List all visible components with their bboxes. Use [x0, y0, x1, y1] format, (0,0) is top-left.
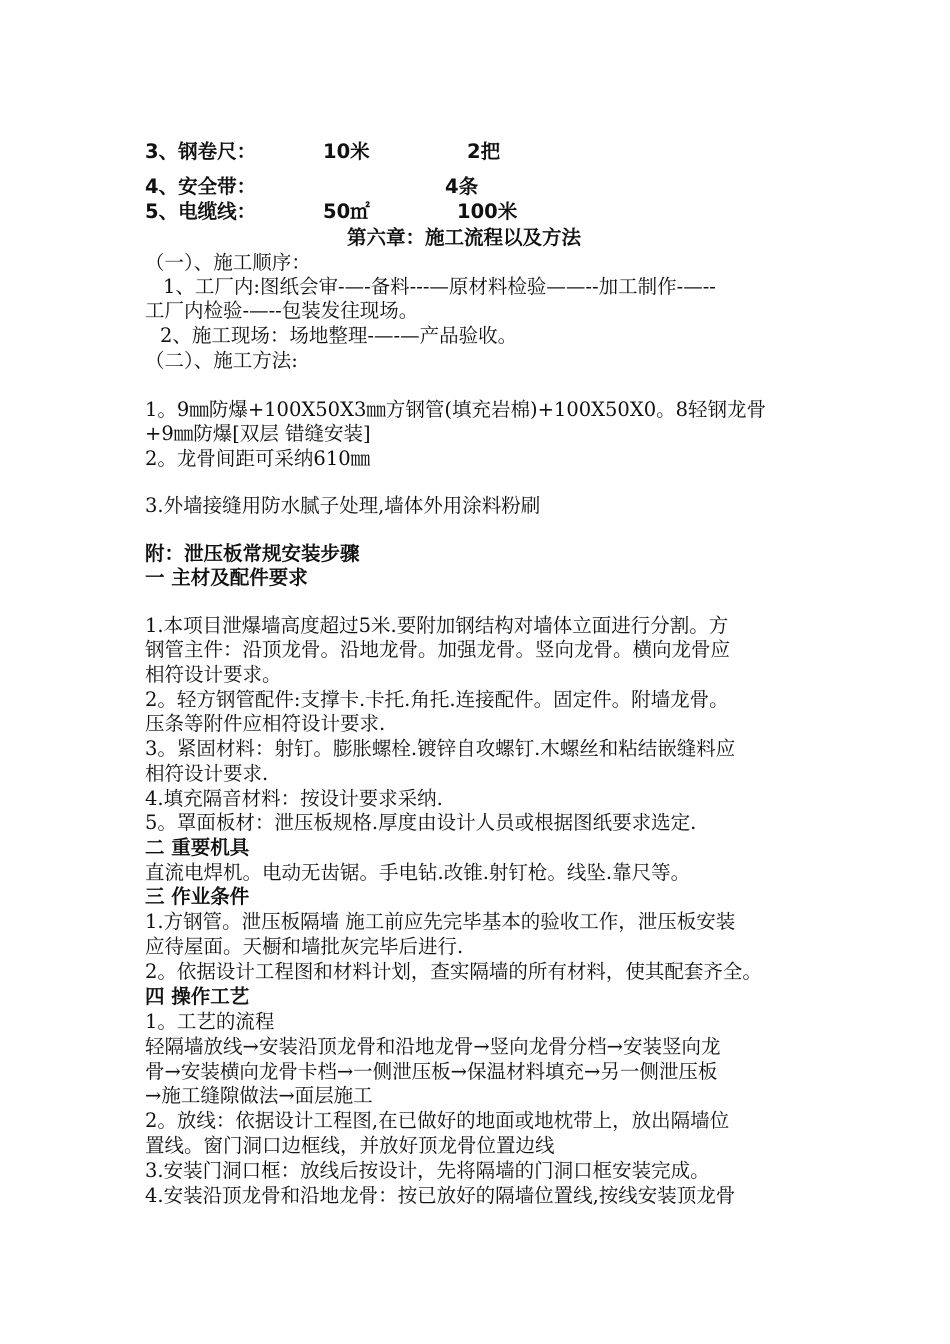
body-line: →施工缝隙做法→面层施工 [145, 1084, 373, 1107]
body-line: 2。放线：依据设计工程图,在已做好的地面或地枕带上，放出隔墙位 [145, 1109, 730, 1132]
body-line: 应待屋面。天橱和墙批灰完毕后进行. [145, 935, 464, 958]
section-heading: 二 重要机具 [145, 836, 250, 859]
body-line: 2。轻方钢管配件:支撑卡.卡托.角托.连接配件。固定件。附墙龙骨。 [145, 688, 729, 711]
equipment-spec: 10米 [323, 140, 370, 163]
body-line: 1.方钢管。泄压板隔墙 施工前应先完毕基本的验收工作，泄压板安装 [145, 910, 736, 933]
method-item: +9㎜防爆[双层 错缝安装] [145, 422, 371, 445]
body-line: 1。工艺的流程 [145, 1010, 275, 1033]
equipment-label: 3、钢卷尺： [145, 140, 257, 163]
body-line: 2。依据设计工程图和材料计划，查实隔墙的所有材料，使其配套齐全。 [145, 960, 762, 983]
body-line: 相符设计要求。 [145, 663, 282, 686]
method-item: 3.外墙接缝用防水腻子处理,墙体外用涂料粉刷 [145, 494, 541, 517]
body-line: 1.本项目泄爆墙高度超过5米.要附加钢结构对墙体立面进行分割。方 [145, 614, 729, 637]
equipment-row [145, 200, 518, 224]
chapter-title: 第六章：施工流程以及方法 [347, 226, 582, 249]
equipment-spec: 50㎡ [323, 200, 370, 223]
body-line: 4.填充隔音材料：按设计要求采纳. [145, 787, 443, 810]
equipment-row [145, 140, 501, 164]
equipment-qty: 100米 [457, 200, 518, 223]
method-item: 2。龙骨间距可采纳610㎜ [145, 447, 371, 470]
body-line: 直流电焊机。电动无齿锯。手电钻.改锥.射钉枪。线坠.靠尺等。 [145, 861, 691, 884]
body-line: 3。紧固材料：射钉。膨胀螺栓.镀锌自攻螺钉.木螺丝和粘结嵌缝料应 [145, 737, 736, 760]
site-flow-line: 2、施工现场：场地整理-—-—产品验收。 [160, 324, 518, 347]
body-line: 相符设计要求. [145, 762, 269, 785]
body-line: 钢管主件：沿顶龙骨。沿地龙骨。加强龙骨。竖向龙骨。横向龙骨应 [145, 638, 731, 661]
equipment-label: 4、安全带： [145, 175, 257, 198]
sequence-heading: （一）、施工顺序： [145, 251, 311, 274]
section-heading: 四 操作工艺 [145, 985, 250, 1008]
method-heading: （二）、施工方法: [145, 349, 298, 372]
factory-flow-line: 1、工厂内:图纸会审-—-备料---—原材料检验——--加工制作-—-- [163, 275, 716, 298]
body-line: 4.安装沿顶龙骨和沿地龙骨：按已放好的隔墙位置线,按线安装顶龙骨 [145, 1184, 736, 1207]
body-line: 5。罩面板材：泄压板规格.厚度由设计人员或根据图纸要求选定. [145, 811, 697, 834]
section-heading: 一 主材及配件要求 [145, 566, 308, 589]
body-line: 骨→安装横向龙骨卡档→一侧泄压板→保温材料填充→另一侧泄压板 [145, 1060, 718, 1083]
equipment-label: 5、电缆线： [145, 200, 257, 223]
equipment-qty: 2把 [467, 140, 501, 163]
section-heading: 三 作业条件 [145, 885, 250, 908]
body-line: 置线。窗门洞口边框线，并放好顶龙骨位置边线 [145, 1134, 555, 1157]
appendix-title: 附：泄压板常规安装步骤 [145, 542, 360, 565]
method-item: 1。9㎜防爆+100X50X3㎜方钢管(填充岩棉)+100X50X0。8轻钢龙骨 [145, 398, 767, 421]
equipment-row [145, 175, 479, 199]
body-line: 轻隔墙放线→安装沿顶龙骨和沿地龙骨→竖向龙骨分档→安装竖向龙 [145, 1035, 721, 1058]
body-line: 压条等附件应相符设计要求. [145, 712, 386, 735]
body-line: 3.安装门洞口框：放线后按设计，先将隔墙的门洞口框安装完成。 [145, 1159, 710, 1182]
factory-flow-line: 工厂内检验-—--包装发往现场。 [145, 299, 419, 322]
equipment-qty: 4条 [445, 175, 479, 198]
